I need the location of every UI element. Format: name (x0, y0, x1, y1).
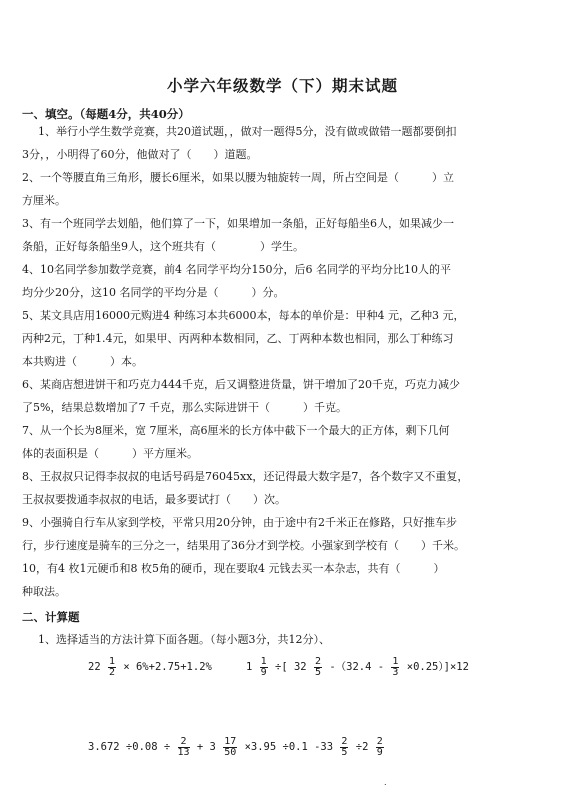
expression-1 (88, 656, 212, 678)
expr1-whole: 22 (88, 661, 101, 673)
page-title: 小学六年级数学（下）期末试题 (166, 76, 398, 95)
question-9-line-1: 9、小强骑自行车从家到学校，平常只用20分钟，由于途中有2千米正在修路，只好推车步 (22, 516, 457, 529)
question-1-line-2: 3分，，小明得了60分，他做对了（ ）道题。 (22, 148, 258, 161)
fraction: $\frac{2}{5}$ (314, 655, 321, 678)
question-5-line-2: 丙种2元，丁种1.4元，如果甲、丙两种本数相同，乙、丁两种本数也相同，那么丁种练习 (22, 332, 454, 345)
question-9-line-2: 行，步行速度是骑车的三分之一，结果用了36分才到学校。小强家到学校有（ ）千米。 (22, 539, 465, 552)
fraction: $\frac{17}{50}$ (224, 735, 237, 758)
question-4-line-2: 均分少20分，这10 名同学的平均分是（ ）分。 (22, 286, 285, 299)
fraction: $\frac{1}{9}$ (260, 655, 267, 678)
stray-mark: . (384, 778, 387, 787)
question-10-line-1: 10，有4 枚1元硬币和8 枚5角的硬币，现在要取4 元钱去买一本杂志，共有（ ） (22, 562, 445, 575)
section-fill-in-heading: 一、填空。（每题4分，共40分） (22, 107, 190, 121)
fraction: $\frac{2}{5}$ (341, 735, 348, 758)
expression-3: 3.672 ÷0.08 ÷ $\frac{2}{13}$ + 3 $\frac{17}{50}$ ×3.95 ÷0.1 -33 $\frac{2}{5}$ ÷2 $\frac{2}{9}$ (88, 735, 383, 758)
fraction: $\frac{2}{9}$ (376, 735, 383, 758)
question-8-line-2: 王叔叔要拨通李叔叔的电话，最多要试打（ ）次。 (22, 493, 286, 506)
question-6-line-2: 了5%，结果总数增加了7 千克，那么实际进饼干（ ）千克。 (22, 401, 347, 414)
fraction: $\frac{2}{13}$ (177, 735, 190, 758)
question-3-line-2: 条船，正好每条船坐9人，这个班共有（ ）学生。 (22, 240, 304, 253)
fraction: $\frac{1}{2}$ (108, 655, 116, 678)
question-5-line-3: 本共购进（ ）本。 (22, 355, 143, 368)
question-5-line-1: 5、某文具店用16000元购进4 种练习本共6000本，每本的单价是：甲种4 元，乙种3 元， (22, 309, 465, 322)
expression-2: 1 $\frac{1}{9}$ ÷[ 32 $\frac{2}{5}$ -（32.4 - $\frac{1}{3}$ ×0.25）]×12 (246, 655, 469, 678)
question-3-line-1: 3、有一个班同学去划船，他们算了一下，如果增加一条船，正好每船坐6人，如果减少一 (22, 217, 454, 230)
section-calc-heading: 二、计算题 (22, 610, 80, 624)
calc-instructions: 1、选择适当的方法计算下面各题。（每小题3分，共12分）、 (38, 633, 330, 646)
question-1-line-1: 1、举行小学生数学竞赛，共20道试题，，做对一题得5分，没有做或做错一题都要倒扣 (38, 125, 457, 138)
question-4-line-1: 4、10名同学参加数学竞赛，前4 名同学平均分150分，后6 名同学的平均分比10人的平 (22, 263, 451, 276)
question-6-line-1: 6、某商店想进饼干和巧克力444千克，后又调整进货量，饼干增加了20千克，巧克力减少 (22, 378, 460, 391)
question-2-line-2: 方厘米。 (22, 194, 66, 207)
question-8-line-1: 8、王叔叔只记得李叔叔的电话号码是76045xx，还记得最大数字是7，各个数字又不重复， (22, 470, 469, 483)
question-7-line-1: 7、从一个长为8厘米，宽 7厘米，高6厘米的长方体中截下一个最大的正方体，剩下几何 (22, 424, 450, 437)
fraction: $\frac{1}{3}$ (392, 655, 399, 678)
question-10-line-2: 种取法。 (22, 585, 66, 598)
expr1-rest: × 6%+2.75+1.2% (123, 661, 212, 673)
question-2-line-1: 2、一个等腰直角三角形，腰长6厘米，如果以腰为轴旋转一周，所占空间是（ ）立 (22, 171, 454, 184)
question-7-line-2: 体的表面积是（ ）平方厘米。 (22, 447, 198, 460)
